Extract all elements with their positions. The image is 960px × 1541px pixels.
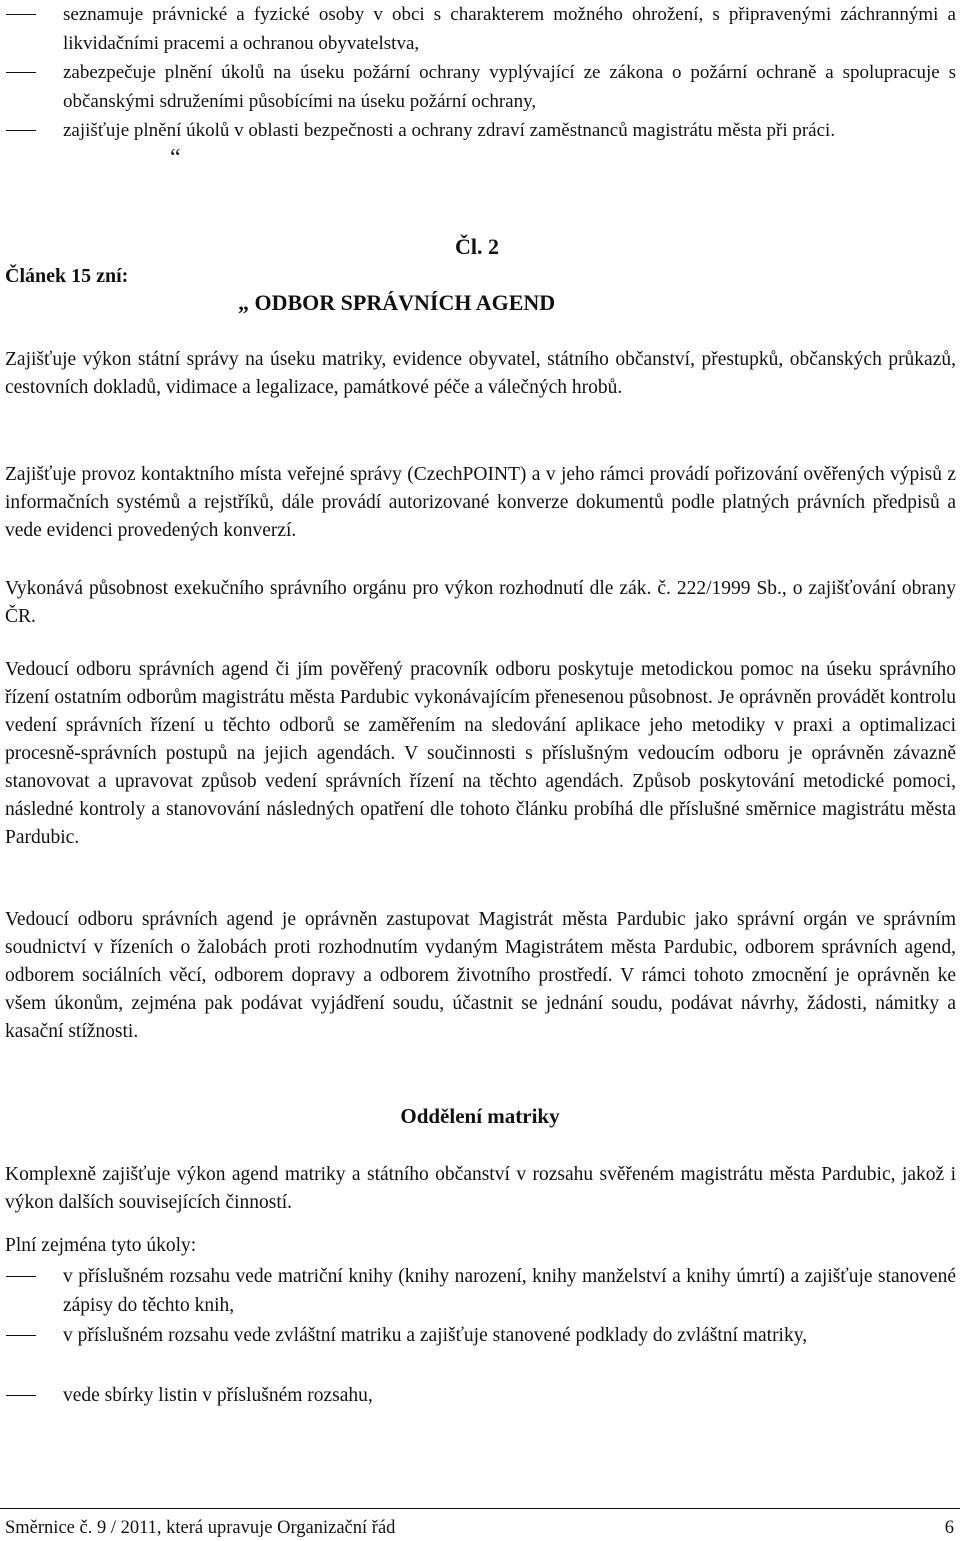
dash-bullet-icon <box>6 130 36 131</box>
paragraph: Vedoucí odboru správních agend je oprávněn zastupovat Magistrát města Pardubic jako správní orgán ve správním soudnictví v řízeních o žalobách proti rozhodnutím vydaným Magistrátem města Pardubic, odborem správních agend, odborem sociálních věcí, odborem dopravy a odborem životního prostředí. V rámci tohoto zmocnění je oprávněn ke všem úkonům, zejména pak podávat vyjádření soudu, účastnit se jednání soudu, podávat návrhy, žádosti, námitky a kasační stížnosti. <box>5 909 956 1042</box>
footer-divider <box>0 1508 960 1509</box>
dash-bullet-icon <box>6 1276 36 1277</box>
paragraph: Plní zejména tyto úkoly: <box>5 1235 197 1256</box>
article-label: Článek 15 zní: <box>5 265 129 287</box>
section-number: Čl. 2 <box>455 234 499 259</box>
list-item-text: zajišťuje plnění úkolů v oblasti bezpečnosti a ochrany zdraví zaměstnanců magistrátu města při práci. <box>63 120 836 141</box>
list-item-text: zabezpečuje plnění úkolů na úseku požární ochrany vyplývající ze zákona o požární ochraně a spolupracuje s občanskými sdruženími působícími na úseku požární ochrany, <box>63 62 956 112</box>
paragraph: Komplexně zajišťuje výkon agend matriky a státního občanství v rozsahu svěřeném magistrátu města Pardubic, jakož i výkon dalších souvisejících činností. <box>5 1164 956 1213</box>
list-item-text: v příslušném rozsahu vede zvláštní matriku a zajišťuje stanovené podklady do zvláštní matriky, <box>63 1325 808 1346</box>
section-title: „ ODBOR SPRÁVNÍCH AGEND <box>238 290 556 315</box>
dash-bullet-icon <box>6 1395 36 1396</box>
paragraph: Vykonává působnost exekučního správního orgánu pro výkon rozhodnutí dle zák. č. 222/1999 Sb., o zajišťování obrany ČR. <box>5 578 956 627</box>
dash-bullet-icon <box>6 14 36 15</box>
list-item-text: vede sbírky listin v příslušném rozsahu, <box>63 1385 373 1406</box>
paragraph: Vedoucí odboru správních agend či jím pověřený pracovník odboru poskytuje metodickou pomoc na úseku správního řízení ostatním odborům magistrátu města Pardubic vykonávajícím přenesenou působnost. Je oprávněn provádět kontrolu vedení správních řízení u těchto odborů se zaměřením na sledování aplikace jeho metodiky v praxi a optimalizaci procesně-správních postupů na jejich agendách. V součinnosti s příslušným vedoucím odboru je oprávněn závazně stanovovat a upravovat způsob vedení správních řízení na těchto agendách. Způsob poskytování metodické pomoci, následné kontroly a stanovování následných opatření dle tohoto článku probíhá dle příslušné směrnice magistrátu města Pardubic. <box>5 659 956 848</box>
dash-bullet-icon <box>6 1335 36 1336</box>
page-number: 6 <box>944 1518 954 1538</box>
dash-bullet-icon <box>6 72 36 73</box>
paragraph: Zajišťuje provoz kontaktního místa veřejné správy (CzechPOINT) a v jeho rámci provádí pořizování ověřených výpisů z informačních systémů a rejstříků, dále provádí autorizované konverze dokumentů podle platných právních předpisů a vede evidenci provedených konverzí. <box>5 464 956 541</box>
list-item-text: seznamuje právnické a fyzické osoby v obci s charakterem možného ohrožení, s připravenými záchrannými a likvidačními pracemi a ochranou obyvatelstva, <box>63 4 956 54</box>
list-item-text: v příslušném rozsahu vede matriční knihy (knihy narození, knihy manželství a knihy úmrtí) a zajišťuje stanovené zápisy do těchto knih, <box>63 1266 956 1316</box>
paragraph: Zajišťuje výkon státní správy na úseku matriky, evidence obyvatel, státního občanství, přestupků, občanských průkazů, cestovních dokladů, vidimace a legalizace, památkové péče a válečných hrobů. <box>5 349 956 398</box>
closing-quote: “ <box>170 145 181 171</box>
footer-document: Směrnice č. 9 / 2011, která upravuje Organizační řád <box>5 1518 396 1538</box>
subsection-title: Oddělení matriky <box>400 1104 560 1128</box>
